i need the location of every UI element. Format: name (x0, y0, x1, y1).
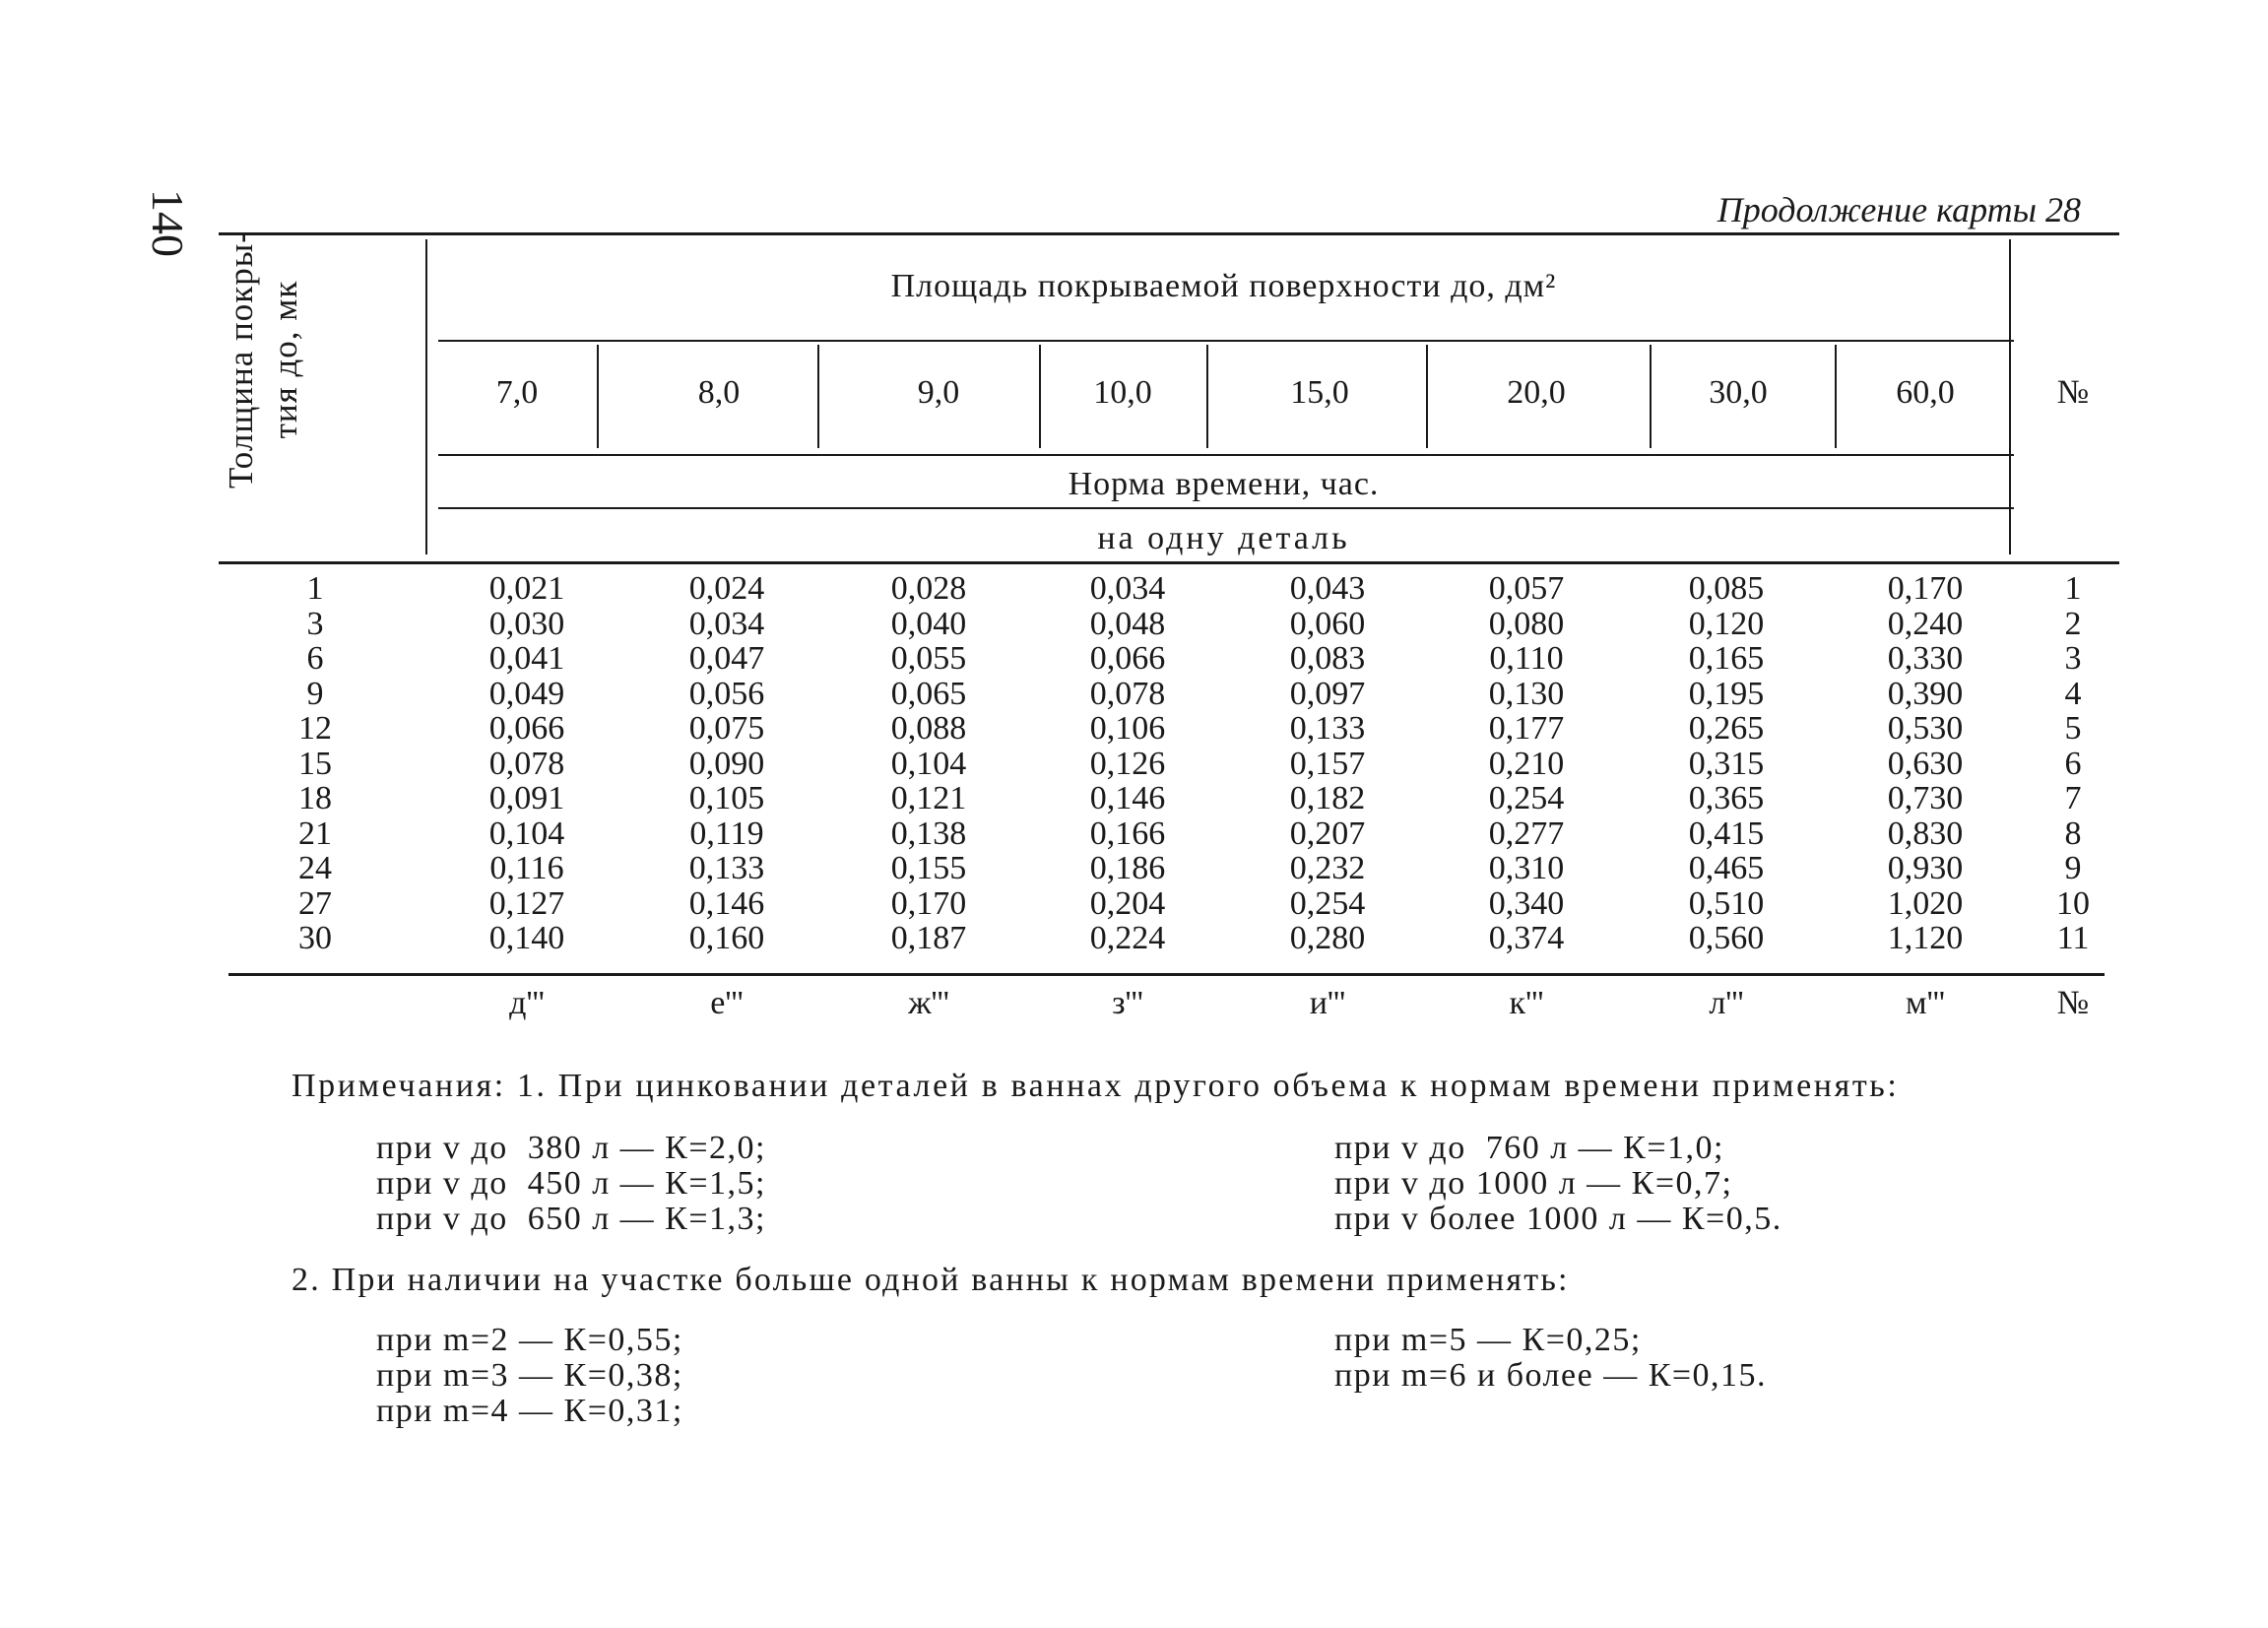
number-column (2034, 571, 2112, 956)
table-cell: 0,075 (688, 710, 765, 747)
table-cell: 0,106 (1089, 710, 1166, 747)
table-cell: 0,165 (1688, 640, 1765, 677)
table-row: 12 (298, 710, 332, 747)
table-cell: 0,204 (1089, 884, 1166, 922)
footer-code-k: к''' (1509, 985, 1544, 1021)
table-cell: 0,374 (1488, 920, 1565, 956)
table-cell: 0,930 (1887, 850, 1964, 886)
time-norm-rule (438, 507, 2014, 509)
table-cell: 0,133 (688, 850, 765, 886)
table-cell: 0,186 (1089, 850, 1166, 886)
col-divider-1 (597, 345, 599, 448)
area-columns-rule (438, 454, 2014, 456)
header-bottom-rule (219, 561, 2119, 564)
table-cell: 0,160 (688, 920, 765, 956)
value-column-9 (865, 571, 993, 956)
thickness-header-line2: тия до, мк (266, 280, 304, 439)
table-cell: 0,090 (688, 745, 765, 782)
table-cell: 0,277 (1488, 814, 1565, 852)
value-column-7 (463, 571, 591, 956)
table-cell: 0,157 (1289, 745, 1366, 782)
table-cell: 8 (2064, 814, 2082, 852)
value-column-30 (1662, 571, 1790, 956)
table-cell: 0,254 (1488, 780, 1565, 816)
table-cell: 0,083 (1289, 640, 1366, 677)
table-cell: 0,166 (1089, 814, 1166, 852)
table-cell: 0,730 (1887, 780, 1964, 816)
footer-code-e: е''' (710, 985, 744, 1021)
value-column-15 (1264, 571, 1392, 956)
table-cell: 0,140 (488, 920, 565, 956)
col-divider-7 (1835, 345, 1837, 448)
table-cell: 0,034 (1089, 570, 1166, 607)
footer-number: № (2056, 985, 2090, 1021)
value-column-20 (1462, 571, 1590, 956)
footer-code-l: л''' (1709, 985, 1744, 1021)
table-cell: 0,187 (890, 920, 967, 956)
table-cell: 0,085 (1688, 570, 1765, 607)
table-row: 3 (306, 605, 324, 642)
area-header-rule (438, 340, 2014, 342)
note1-left-2: при v до 450 л — К=1,5; (376, 1165, 766, 1202)
table-cell: 0,110 (1489, 640, 1564, 677)
area-col-20: 20,0 (1507, 374, 1566, 411)
area-col-8: 8,0 (697, 374, 741, 411)
area-col-60: 60,0 (1896, 374, 1955, 411)
table-cell: 10 (2056, 884, 2090, 922)
table-cell: 4 (2064, 675, 2082, 712)
col-divider-3 (1039, 345, 1041, 448)
table-cell: 0,240 (1887, 605, 1964, 642)
value-column-60 (1861, 571, 1989, 956)
table-cell: 0,120 (1688, 605, 1765, 642)
continuation-title: Продолжение карты 28 (1717, 190, 2081, 229)
table-cell: 1 (2064, 570, 2082, 607)
table-cell: 0,224 (1089, 920, 1166, 956)
table-cell: 0,047 (688, 640, 765, 677)
table-cell: 0,390 (1887, 675, 1964, 712)
table-cell: 0,340 (1488, 884, 1565, 922)
footer-code-i: и''' (1309, 985, 1346, 1021)
table-cell: 0,048 (1089, 605, 1166, 642)
table-cell: 0,055 (890, 640, 967, 677)
table-cell: 0,078 (488, 745, 565, 782)
table-cell: 0,210 (1488, 745, 1565, 782)
table-cell: 0,146 (1089, 780, 1166, 816)
thickness-header-line1: Толщина покры- (222, 230, 260, 488)
table-cell: 0,207 (1289, 814, 1366, 852)
table-row: 9 (306, 675, 324, 712)
table-cell: 0,365 (1688, 780, 1765, 816)
note1-right-2: при v до 1000 л — К=0,7; (1334, 1165, 1733, 1202)
table-cell: 0,315 (1688, 745, 1765, 782)
note2-left-1: при m=2 — К=0,55; (376, 1322, 683, 1358)
table-cell: 0,630 (1887, 745, 1964, 782)
table-top-rule (219, 232, 2119, 235)
table-cell: 0,310 (1488, 850, 1565, 886)
col-divider-4 (1206, 345, 1208, 448)
value-column-8 (663, 571, 791, 956)
table-cell: 0,127 (488, 884, 565, 922)
table-cell: 0,030 (488, 605, 565, 642)
table-cell: 6 (2064, 745, 2082, 782)
area-header: Площадь покрываемой поверхности до, дм² (890, 268, 1557, 304)
table-cell: 0,182 (1289, 780, 1366, 816)
table-cell: 0,104 (890, 745, 967, 782)
col-divider-5 (1426, 345, 1428, 448)
table-row: 18 (298, 780, 332, 816)
area-col-9: 9,0 (917, 374, 960, 411)
table-cell: 1,120 (1887, 920, 1964, 956)
table-cell: 7 (2064, 780, 2082, 816)
table-row: 27 (298, 884, 332, 922)
table-cell: 0,415 (1688, 814, 1765, 852)
footer-code-z: з''' (1112, 985, 1143, 1021)
table-cell: 0,040 (890, 605, 967, 642)
table-cell: 0,065 (890, 675, 967, 712)
table-cell: 0,080 (1488, 605, 1565, 642)
table-cell: 3 (2064, 640, 2082, 677)
table-cell: 0,560 (1688, 920, 1765, 956)
thickness-column-divider (425, 239, 427, 554)
footer-code-d: д''' (509, 985, 545, 1021)
number-header: № (2056, 374, 2090, 411)
table-cell: 0,280 (1289, 920, 1366, 956)
table-cell: 11 (2056, 920, 2090, 956)
time-norm-header: Норма времени, час. (1068, 466, 1380, 502)
area-col-15: 15,0 (1290, 374, 1349, 411)
thickness-column (261, 571, 369, 956)
table-row: 21 (298, 814, 332, 852)
footer-code-zh: ж''' (908, 985, 949, 1021)
note2-left-3: при m=4 — К=0,31; (376, 1393, 683, 1429)
table-cell: 0,126 (1089, 745, 1166, 782)
table-cell: 0,041 (488, 640, 565, 677)
table-cell: 0,130 (1488, 675, 1565, 712)
table-row: 30 (298, 920, 332, 956)
table-cell: 0,034 (688, 605, 765, 642)
note1-left-3: при v до 650 л — К=1,3; (376, 1201, 766, 1237)
table-cell: 5 (2064, 710, 2082, 747)
table-row: 6 (306, 640, 324, 677)
note1-left-1: при v до 380 л — К=2,0; (376, 1130, 766, 1166)
table-cell: 1,020 (1887, 884, 1964, 922)
table-cell: 0,146 (688, 884, 765, 922)
per-part-header: на одну деталь (1097, 520, 1350, 556)
note1-right-1: при v до 760 л — К=1,0; (1334, 1130, 1724, 1166)
table-cell: 0,066 (488, 710, 565, 747)
table-cell: 0,066 (1089, 640, 1166, 677)
table-cell: 0,060 (1289, 605, 1366, 642)
table-cell: 0,330 (1887, 640, 1964, 677)
table-cell: 0,177 (1488, 710, 1565, 747)
table-row: 15 (298, 745, 332, 782)
area-col-30: 30,0 (1709, 374, 1768, 411)
table-cell: 0,116 (489, 850, 564, 886)
table-cell: 2 (2064, 605, 2082, 642)
table-cell: 0,530 (1887, 710, 1964, 747)
table-cell: 0,091 (488, 780, 565, 816)
table-cell: 0,105 (688, 780, 765, 816)
table-row: 1 (306, 570, 324, 607)
table-cell: 0,056 (688, 675, 765, 712)
table-cell: 0,254 (1289, 884, 1366, 922)
table-cell: 0,830 (1887, 814, 1964, 852)
table-cell: 0,097 (1289, 675, 1366, 712)
note2-right-2: при m=6 и более — К=0,15. (1334, 1357, 1768, 1394)
table-cell: 0,121 (890, 780, 967, 816)
area-col-10: 10,0 (1093, 374, 1152, 411)
note2-left-2: при m=3 — К=0,38; (376, 1357, 683, 1394)
table-cell: 0,024 (688, 570, 765, 607)
table-cell: 0,195 (1688, 675, 1765, 712)
value-column-10 (1064, 571, 1192, 956)
table-cell: 0,078 (1089, 675, 1166, 712)
table-cell: 0,021 (488, 570, 565, 607)
table-row: 24 (298, 850, 332, 886)
footer-code-m: м''' (1906, 985, 1945, 1021)
table-cell: 0,170 (890, 884, 967, 922)
page-number: 140 (143, 189, 193, 257)
table-cell: 0,028 (890, 570, 967, 607)
note1-intro: Примечания: 1. При цинковании деталей в ваннах другого объема к нормам времени применять: (292, 1068, 1900, 1104)
table-cell: 0,133 (1289, 710, 1366, 747)
table-cell: 0,049 (488, 675, 565, 712)
table-cell: 0,465 (1688, 850, 1765, 886)
table-cell: 0,232 (1289, 850, 1366, 886)
table-cell: 0,170 (1887, 570, 1964, 607)
table-cell: 0,043 (1289, 570, 1366, 607)
table-cell: 9 (2064, 850, 2082, 886)
col-divider-2 (817, 345, 819, 448)
col-divider-6 (1650, 345, 1652, 448)
table-bottom-rule (228, 973, 2105, 976)
note2-intro: 2. При наличии на участке больше одной ванны к нормам времени применять: (292, 1262, 1570, 1298)
thickness-header (219, 192, 307, 527)
table-cell: 0,510 (1688, 884, 1765, 922)
table-cell: 0,138 (890, 814, 967, 852)
table-cell: 0,088 (890, 710, 967, 747)
table-cell: 0,155 (890, 850, 967, 886)
table-cell: 0,057 (1488, 570, 1565, 607)
table-cell: 0,265 (1688, 710, 1765, 747)
table-cell: 0,119 (689, 814, 764, 852)
area-col-7: 7,0 (495, 374, 539, 411)
note1-right-3: при v более 1000 л — К=0,5. (1334, 1201, 1782, 1237)
note2-right-1: при m=5 — К=0,25; (1334, 1322, 1642, 1358)
table-cell: 0,104 (488, 814, 565, 852)
